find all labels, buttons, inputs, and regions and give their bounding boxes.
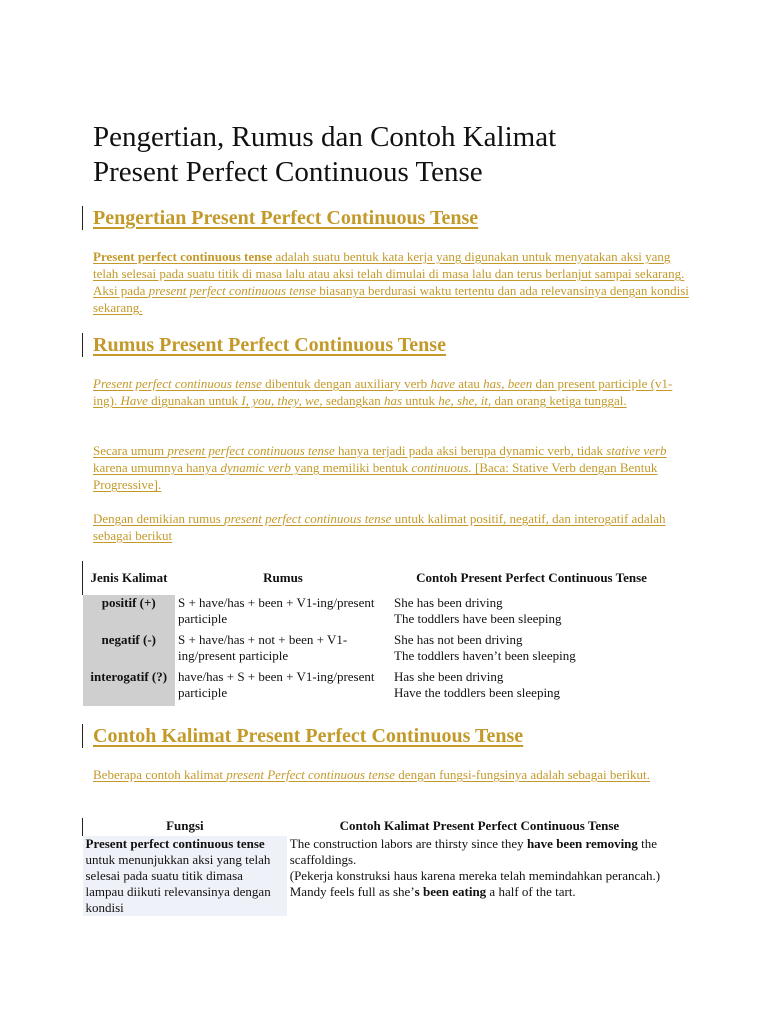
- text: a half of the tart.: [486, 884, 576, 899]
- label-positif: positif (+): [83, 595, 176, 632]
- table-row: [83, 836, 673, 916]
- term-italic: dynamic verb: [220, 460, 291, 475]
- rumus-cell: have/has + S + been + V1-ing/present participle: [178, 669, 375, 700]
- bold-verb: s been eating: [414, 884, 487, 899]
- header-rumus: Rumus: [263, 570, 303, 585]
- fungsi-cell: [83, 836, 287, 916]
- fungsi-text: untuk menunjukkan aksi yang telah selesai pada suatu titik dimasa lampau diikuti relevansinya dengan kondisi: [85, 852, 271, 915]
- term-italic: continuous.: [411, 460, 472, 475]
- text: karena umumnya hanya: [93, 460, 221, 475]
- text: Secara umum: [93, 443, 168, 458]
- example-line: She has been driving: [394, 595, 503, 610]
- paragraph-rumus-3[interactable]: [93, 510, 693, 544]
- text: hanya terjadi pada aksi berupa dynamic verb, tidak: [334, 443, 607, 458]
- heading-pengertian[interactable]: [82, 206, 478, 230]
- text: Beberapa contoh kalimat: [93, 767, 227, 782]
- paragraph-rumus-2[interactable]: [93, 442, 693, 493]
- text: dibentuk dengan auxiliary verb: [261, 376, 431, 391]
- title-line-2: Present Perfect Continuous Tense: [93, 156, 483, 188]
- example-line: The toddlers have been sleeping: [394, 611, 562, 626]
- term-italic: Present perfect continuous tense: [93, 376, 262, 391]
- title-line-1: Pengertian, Rumus dan Contoh Kalimat: [93, 121, 557, 153]
- term-italic: present perfect continuous tense: [148, 283, 317, 298]
- bold-verb: have been removing: [526, 836, 638, 851]
- text: biasanya berdurasi waktu tertentu dan ada relevansinya dengan kondisi sekarang.: [93, 283, 689, 315]
- example-line: The toddlers haven’t been sleeping: [394, 648, 576, 663]
- heading-pengertian-text: Pengertian Present Perfect Continuous Tense: [93, 207, 479, 229]
- term-italic: Have: [120, 393, 148, 408]
- term-italic: has: [384, 393, 403, 408]
- text: dan present participle (v1-ing).: [93, 376, 673, 408]
- table-row: [83, 632, 673, 669]
- rumus-cell: S + have/has + not + been + V1-ing/present participle: [178, 632, 348, 663]
- text: atau: [454, 376, 484, 391]
- contoh-table: [82, 818, 672, 916]
- term-italic: I, you, they, we,: [241, 393, 323, 408]
- text: untuk: [402, 393, 439, 408]
- example-line: Has she been driving: [394, 669, 504, 684]
- term-italic: present perfect continuous tense: [224, 511, 392, 526]
- page-title: [93, 120, 733, 190]
- text: The construction labors are thirsty since they: [289, 836, 527, 851]
- baca-link: [Baca: Stative Verb dengan Bentuk Progressive].: [93, 460, 658, 492]
- example-line: (Pekerja konstruksi haus karena mereka telah memindahkan perancah.): [289, 868, 661, 883]
- text: sedangkan: [322, 393, 385, 408]
- example-line: [290, 836, 669, 868]
- term-bold: Present perfect continuous tense: [93, 249, 273, 264]
- text: dengan fungsi-fungsinya adalah sebagai berikut.: [395, 767, 650, 782]
- example-line: She has not been driving: [394, 632, 523, 647]
- fungsi-term: Present perfect continuous tense: [85, 836, 265, 851]
- table-row: [83, 669, 673, 706]
- heading-contoh[interactable]: [82, 724, 523, 748]
- paragraph-pengertian[interactable]: [93, 248, 693, 316]
- paragraph-contoh[interactable]: [93, 766, 693, 783]
- term-italic: have: [430, 376, 455, 391]
- term-italic: stative verb: [606, 443, 667, 458]
- example-cell: [391, 595, 672, 632]
- label-negatif: negatif (-): [83, 632, 176, 669]
- example-cell: [391, 632, 672, 669]
- heading-rumus-text: Rumus Present Perfect Continuous Tense: [93, 334, 446, 356]
- header-contoh-kalimat: Contoh Kalimat Present Perfect Continuous Tense: [339, 818, 620, 833]
- text: Dengan demikian rumus: [93, 511, 225, 526]
- label-interogatif: interogatif (?): [83, 669, 176, 706]
- header-jenis-kalimat: Jenis Kalimat: [83, 561, 176, 595]
- rumus-table: [82, 561, 672, 706]
- text: Mandy feels full as she’: [289, 884, 415, 899]
- example-line: Have the toddlers been sleeping: [394, 685, 561, 700]
- text: dan orang ketiga tunggal.: [491, 393, 627, 408]
- term-italic: present perfect continuous tense: [167, 443, 335, 458]
- paragraph-rumus-1[interactable]: [93, 375, 693, 409]
- text: digunakan untuk: [147, 393, 242, 408]
- text: the scaffoldings.: [289, 836, 658, 867]
- header-contoh: Contoh Present Perfect Continuous Tense: [416, 570, 647, 585]
- header-fungsi: Fungsi: [83, 818, 287, 836]
- text: untuk kalimat positif, negatif, dan interogatif adalah sebagai berikut: [93, 511, 666, 543]
- example-cell: [391, 669, 672, 706]
- table-header-row: [83, 818, 673, 836]
- example-line: [290, 884, 669, 900]
- text: adalah suatu bentuk kata kerja yang digunakan untuk menyatakan aksi yang telah selesai pada suatu titik di masa lalu atau aksi telah dimulai di masa lalu dan terus berlanjut sampai sekarang. Aksi pada: [93, 249, 685, 298]
- term-italic: he, she, it,: [438, 393, 492, 408]
- text: yang memiliki bentuk: [290, 460, 412, 475]
- table-row: [83, 595, 673, 632]
- term-italic: present Perfect continuous tense: [226, 767, 396, 782]
- table-header-row: [83, 561, 673, 595]
- term-italic: has, been: [483, 376, 533, 391]
- rumus-cell: S + have/has + been + V1-ing/present participle: [178, 595, 375, 626]
- heading-rumus[interactable]: [82, 333, 446, 357]
- heading-contoh-text: Contoh Kalimat Present Perfect Continuous Tense: [93, 725, 524, 747]
- example-cell: [287, 836, 672, 916]
